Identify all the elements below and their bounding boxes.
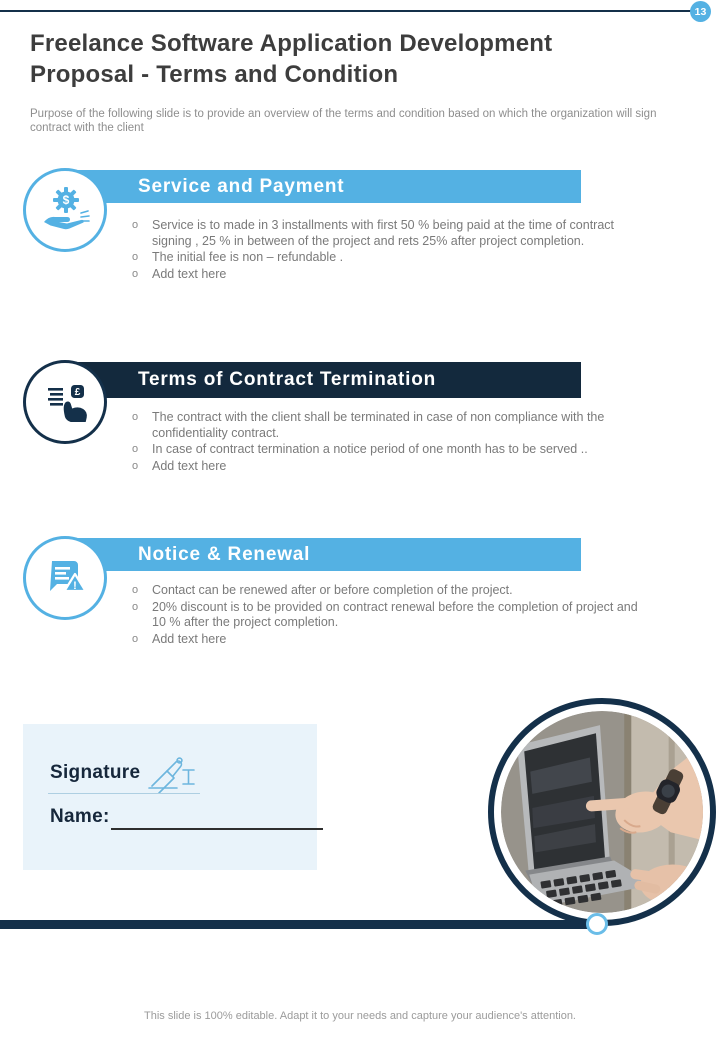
section-title: Service and Payment <box>138 175 345 197</box>
page-subtitle: Purpose of the following slide is to provide an overview of the terms and condition based on which the organization will sign contract with the client <box>30 108 657 134</box>
bullet-item <box>132 442 652 458</box>
bullet-marker: o <box>132 251 139 263</box>
photo-circle <box>488 698 716 926</box>
section-header-bar <box>60 170 581 203</box>
bullet-marker: o <box>132 632 139 645</box>
section-bullet-list <box>132 583 652 648</box>
section-icon-circle <box>23 360 107 444</box>
bullet-text: Contact can be renewed after or before completion of the project. <box>152 583 513 597</box>
bullet-item <box>132 218 652 249</box>
bullet-item <box>132 599 652 631</box>
section-terms-of-contract-termination <box>0 360 720 510</box>
signature-line <box>48 793 200 794</box>
svg-text:!: ! <box>73 580 77 592</box>
bullet-text: Add text here <box>152 266 227 281</box>
page-number-badge: 13 <box>690 1 711 22</box>
bullet-marker: o <box>132 584 139 596</box>
bullet-marker: o <box>132 600 139 613</box>
section-title: Notice & Renewal <box>138 543 311 565</box>
signature-label: Signature <box>50 762 141 783</box>
top-divider-line <box>0 10 694 12</box>
bullet-item <box>132 458 652 475</box>
bullet-text: 20% discount is to be provided on contract renewal before the completion of project and 10 % after the project completion. <box>152 599 638 629</box>
bullet-item <box>132 631 652 648</box>
bottom-divider-line <box>0 920 594 929</box>
bullet-marker: o <box>132 411 139 423</box>
bullet-marker: o <box>132 267 139 280</box>
name-label: Name: <box>50 806 110 827</box>
bullet-text: Add text here <box>152 631 227 646</box>
bullet-marker: o <box>132 219 139 231</box>
accent-dot <box>586 913 608 935</box>
page-title-line2: Proposal - Terms and Condition <box>30 61 399 88</box>
section-notice-and-renewal <box>0 536 720 686</box>
page-title <box>30 28 640 90</box>
signature-panel <box>23 724 317 870</box>
bullet-marker: o <box>132 443 139 455</box>
section-header-bar <box>60 362 581 398</box>
section-icon-circle <box>23 168 107 252</box>
footer-note: This slide is 100% editable. Adapt it to your needs and capture your audience's attention. <box>144 1010 576 1022</box>
dollar-gear-hand-icon <box>39 186 91 234</box>
signature-pen-icon <box>145 748 199 799</box>
bullet-text: The initial fee is non – refundable . <box>152 250 344 264</box>
page-title-line1: Freelance Software Application Development <box>30 30 553 57</box>
section-service-and-payment <box>0 168 720 318</box>
name-line <box>111 828 323 830</box>
bullet-text: The contract with the client shall be terminated in case of non compliance with the confidentiality contract. <box>152 410 605 440</box>
bullet-text: In case of contract termination a notice period of one month has to be served .. <box>152 442 588 456</box>
section-bullet-list <box>132 218 652 283</box>
section-bullet-list <box>132 410 652 475</box>
invoice-hand-icon <box>41 379 89 425</box>
svg-text:£: £ <box>74 387 81 399</box>
bullet-item <box>132 410 652 441</box>
bullet-item <box>132 583 652 599</box>
svg-text:$: $ <box>62 193 70 208</box>
section-title: Terms of Contract Termination <box>138 369 437 390</box>
section-icon-circle <box>23 536 107 620</box>
chat-warning-icon <box>40 555 90 601</box>
bullet-item <box>132 266 652 283</box>
bullet-marker: o <box>132 459 139 472</box>
section-header-bar <box>60 538 581 571</box>
bullet-text: Add text here <box>152 458 227 473</box>
bullet-item <box>132 250 652 266</box>
bullet-text: Service is to made in 3 installments with first 50 % being paid at the time of contract signing , 25 % in between of the project and rets 25% after project completion. <box>152 218 615 248</box>
hand-pointing-laptop-photo <box>501 711 703 913</box>
